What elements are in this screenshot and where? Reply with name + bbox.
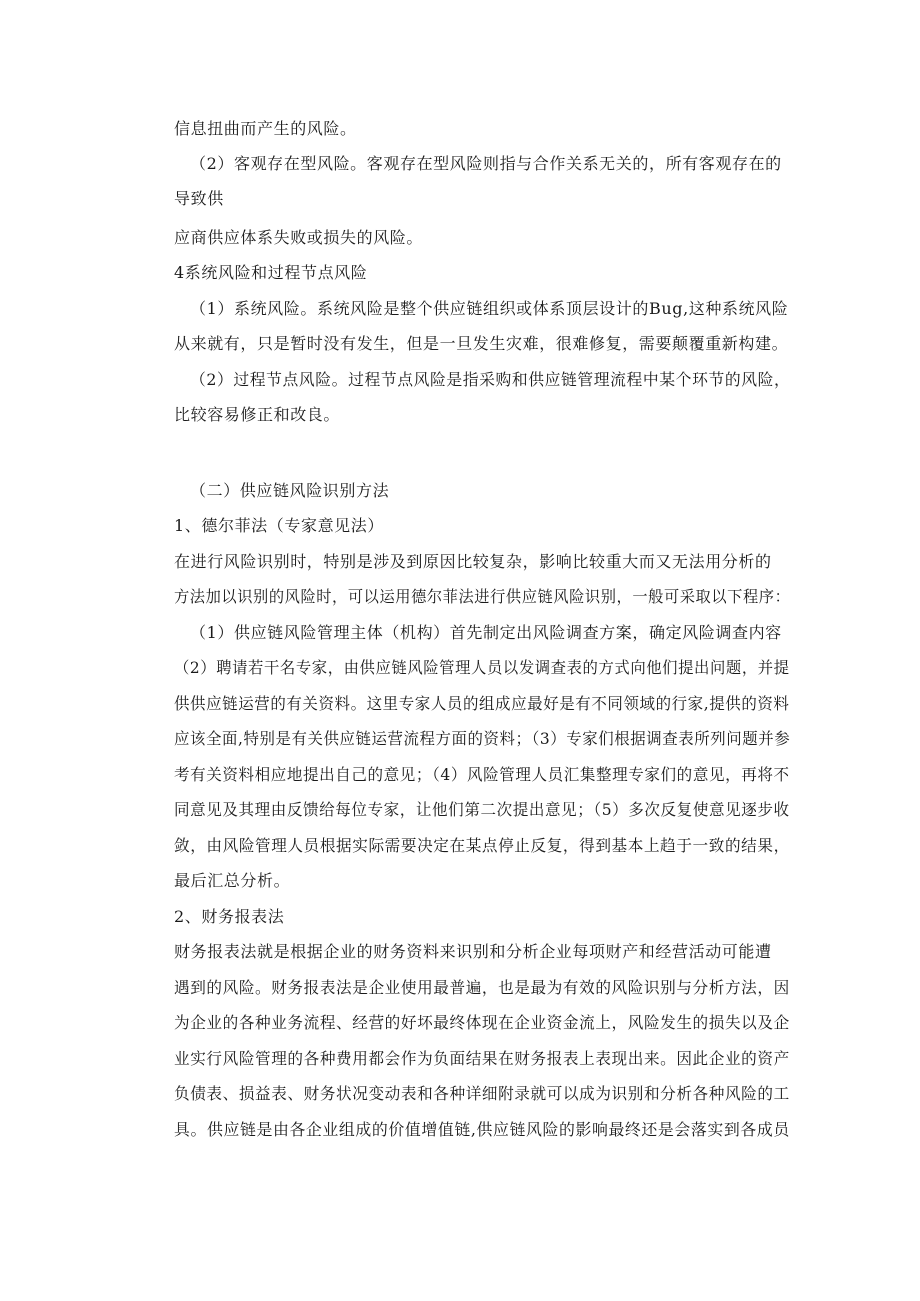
subsection-heading: 1、德尔菲法（专家意见法） (174, 516, 384, 535)
text-line: 同意见及其理由反馈给每位专家，让他们第二次提出意见；（5）多次反复使意见逐步收 (174, 800, 790, 819)
text-line: 遇到的风险。财务报表法是企业使用最普遍，也是最为有效的风险识别与分析方法，因 (174, 978, 790, 997)
text-line: 在进行风险识别时，特别是涉及到原因比较复杂，影响比较重大而又无法用分析的 (174, 552, 772, 571)
text-line: 负债表、损益表、财务状况变动表和各种详细附录就可以成为识别和分析各种风险的工 (174, 1084, 790, 1103)
text-line: （2）客观存在型风险。客观存在型风险则指与合作关系无关的，所有客观存在的 (190, 154, 782, 173)
text-line: 具。供应链是由各企业组成的价值增值链,供应链风险的影响最终还是会落实到各成员 (174, 1120, 790, 1139)
text-line: 为企业的各种业务流程、经营的好坏最终体现在企业资金流上，风险发生的损失以及企 (174, 1013, 790, 1032)
text-line: 信息扭曲而产生的风险。 (174, 119, 357, 138)
subsection-heading: 2、财务报表法 (174, 907, 285, 926)
text-line: 从来就有，只是暂时没有发生，但是一旦发生灾难，很难修复，需要颠覆重新构建。 (174, 334, 789, 353)
text-line: 方法加以识别的风险时，可以运用德尔菲法进行供应链风险识别，一般可采取以下程序： (174, 587, 791, 606)
text-line: （1）系统风险。系统风险是整个供应链组织或体系顶层设计的Bug,这种系统风险 (190, 299, 789, 318)
text-line: 最后汇总分析。 (174, 871, 291, 890)
section-heading: 4系统风险和过程节点风险 (174, 263, 368, 282)
text-line: 应该全面,特别是有关供应链运营流程方面的资料；（3）专家们根据调查表所列问题并参 (174, 729, 791, 748)
text-line: （2）聘请若干名专家，由供应链风险管理人员以发调查表的方式向他们提出问题，并提 (174, 658, 790, 677)
text-line: 敛，由风险管理人员根据实际需要决定在某点停止反复，得到基本上趋于一致的结果， (174, 836, 790, 855)
text-line: （1）供应链风险管理主体（机构）首先制定出风险调查方案，确定风险调查内容 (190, 623, 782, 642)
text-line: 考有关资料相应地提出自己的意见；（4）风险管理人员汇集整理专家们的意见，再将不 (174, 765, 790, 784)
text-line: （2）过程节点风险。过程节点风险是指采购和供应链管理流程中某个环节的风险， (190, 370, 791, 389)
text-line: 业实行风险管理的各种费用都会作为负面结果在财务报表上表现出来。因此企业的资产 (174, 1049, 790, 1068)
text-line: 比较容易修正和改良。 (174, 405, 341, 424)
text-line: 导致供 (174, 189, 224, 208)
text-line: 供供应链运营的有关资料。这里专家人员的组成应最好是有不同领域的行家,提供的资料 (174, 694, 790, 713)
text-line: 应商供应体系失败或损失的风险。 (174, 228, 424, 247)
section-heading: （二）供应链风险识别方法 (190, 481, 390, 500)
text-line: 财务报表法就是根据企业的财务资料来识别和分析企业每项财产和经营活动可能遭 (174, 942, 772, 961)
